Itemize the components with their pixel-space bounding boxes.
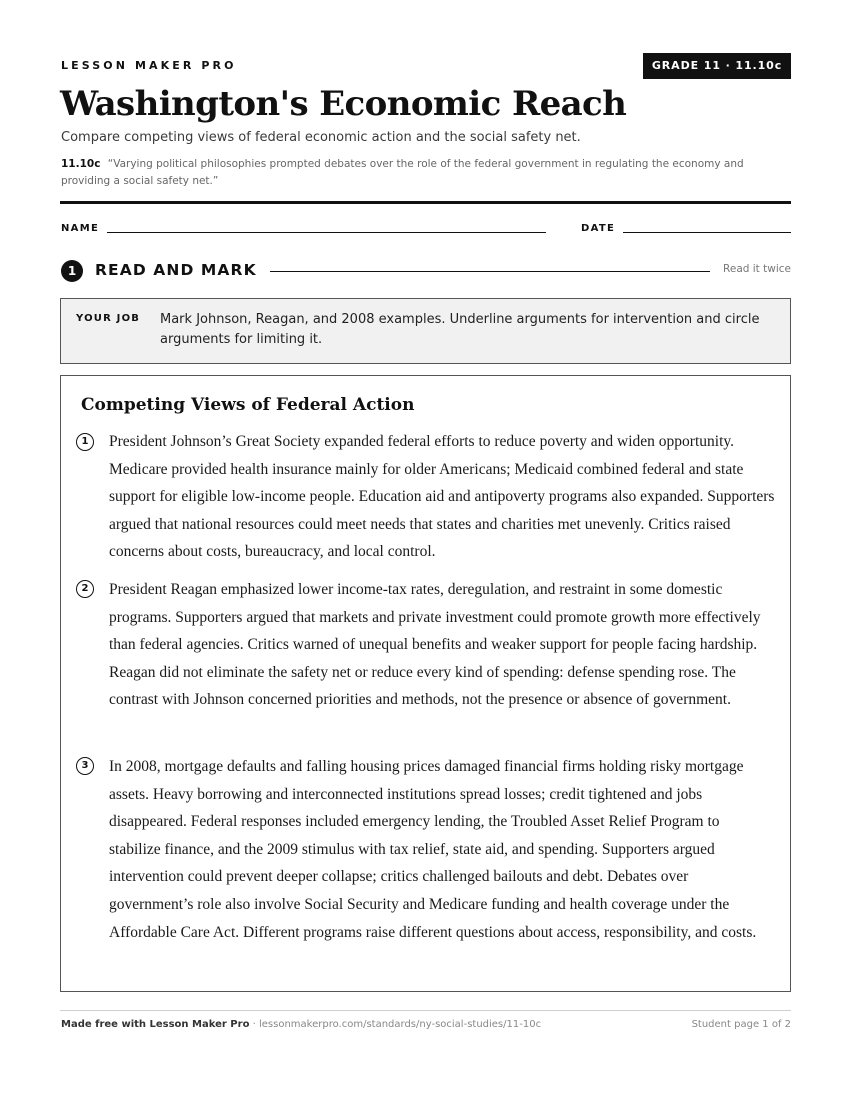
footer-divider — [60, 1010, 791, 1011]
paragraph-number-badge: 2 — [76, 580, 94, 598]
footer-url[interactable]: lessonmakerpro.com/standards/ny-social-studies/11-10c — [258, 1019, 542, 1030]
paragraph-number-badge: 1 — [76, 433, 94, 451]
reading-passage — [60, 375, 791, 992]
paragraph-2008: In 2008, mortgage defaults and falling housing prices damaged financial firms holding risky mortgage assets. Heavy borrowing and interconnected institutions spread losses; credit tightened and jobs disappeared. Federal responses included emergency lending, the Troubled Asset Relief Program to stabilize finance, and the 2009 stimulus with tax relief, state aid, and spending. Supporters argued intervention could prevent deeper collapse; critics challenged bailouts and debt. Debates over government’s role also involve Social Security and Medicare funding and health coverage under the Affordable Care Act. Different programs raise different questions about access, responsibility, and costs. — [109, 758, 757, 941]
section-note: Read it twice — [723, 263, 791, 275]
paragraph-reagan: President Reagan emphasized lower income-tax rates, deregulation, and restraint in some domestic programs. Supporters argued that markets and private investment could promote growth more effectively than federal agencies. Critics warned of unequal benefits and weaker support for people facing hardship. Reagan did not eliminate the safety net or reduce every kind of spending: defense spending rose. The contrast with Johnson concerned priorities and methods, not the presence or absence of government. — [109, 581, 761, 709]
reading-title: Competing Views of Federal Action — [81, 395, 415, 415]
footer-credit — [61, 1019, 541, 1030]
footer-made-with: Made free with Lesson Maker Pro — [61, 1019, 250, 1030]
date-field[interactable] — [623, 232, 791, 233]
header-divider — [60, 201, 791, 204]
standard-statement — [61, 156, 781, 190]
standard-text: “Varying political philosophies prompted debates over the role of the federal government in regulating the economy and providing a social safety net.” — [61, 158, 744, 187]
your-job-box — [60, 298, 791, 364]
section-number-badge: 1 — [61, 260, 83, 282]
standard-code: 11.10c — [61, 158, 101, 170]
brand-name: LESSON MAKER PRO — [61, 59, 237, 72]
section-divider — [270, 271, 710, 272]
your-job-label: YOUR JOB — [76, 313, 141, 324]
footer-separator: · — [249, 1019, 259, 1030]
name-label: NAME — [61, 223, 100, 234]
footer-page-number: Student page 1 of 2 — [691, 1019, 791, 1030]
paragraph-johnson: President Johnson’s Great Society expanded federal efforts to reduce poverty and widen opportunity. Medicare provided health insurance mainly for older Americans; Medicaid combined federal and state support for eligible low-income people. Education aid and antipoverty programs also expanded. Supporters argued that national resources could meet needs that states and charities met unevenly. Critics raised concerns about costs, bureaucracy, and local control. — [109, 433, 775, 561]
grade-badge: GRADE 11 · 11.10c — [643, 53, 791, 79]
date-label: DATE — [581, 223, 616, 234]
paragraph-number-badge: 3 — [76, 757, 94, 775]
name-field[interactable] — [107, 232, 546, 233]
your-job-text: Mark Johnson, Reagan, and 2008 examples. Underline arguments for intervention and circle arguments for limiting it. — [160, 312, 760, 347]
section-title: READ AND MARK — [95, 261, 257, 279]
page-title: Washington's Economic Reach — [60, 84, 627, 124]
page-subtitle: Compare competing views of federal economic action and the social safety net. — [61, 130, 581, 145]
